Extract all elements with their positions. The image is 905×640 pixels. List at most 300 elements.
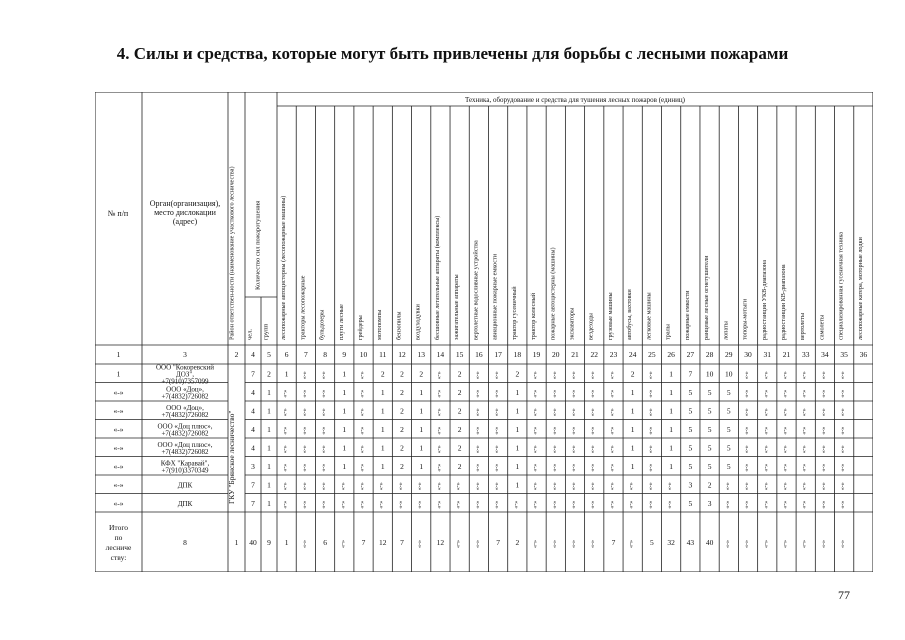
total-value: 7	[400, 538, 404, 547]
row-value: 1	[669, 406, 674, 416]
row-value: «-»	[340, 482, 347, 491]
row-value: «-»	[667, 482, 674, 491]
row-value: «-»	[590, 500, 597, 509]
row-value: «-»	[724, 482, 731, 491]
header-people: чел.	[246, 328, 254, 340]
row-value: «-»	[590, 445, 597, 454]
row-value: 1	[630, 406, 635, 416]
row-value: «-»	[571, 463, 577, 472]
row-value: «-»	[571, 500, 577, 509]
row-value: 5	[726, 424, 731, 434]
row-value: «-»	[532, 371, 539, 380]
row-value: «-»	[359, 482, 366, 491]
row-value: «-»	[494, 463, 501, 472]
row-org: +7(910)3370349	[161, 466, 209, 475]
row-value: «-»	[551, 463, 558, 472]
row-value: 5	[726, 443, 731, 453]
column-number: 33	[801, 350, 810, 359]
row-value: 5	[707, 443, 712, 453]
row-value: 7	[251, 369, 255, 379]
row-value: «-»	[782, 500, 789, 509]
row-value: «-»	[840, 445, 847, 454]
row-value: «-»	[551, 408, 558, 417]
total-value: 43	[686, 538, 695, 547]
row-value: «-»	[417, 482, 424, 491]
row-value: 5	[707, 387, 712, 397]
row-value: 1	[669, 443, 674, 453]
row-value: 7	[251, 480, 255, 490]
row-value: «-»	[840, 463, 847, 472]
row-value: «-»	[609, 371, 616, 380]
row-value: «-»	[590, 371, 597, 380]
column-number: 24	[628, 350, 637, 359]
row-value: 5	[688, 424, 693, 434]
row-value: «-»	[820, 426, 827, 435]
row-value: «-»	[359, 371, 366, 380]
row-value: 4	[251, 424, 255, 434]
header-equipment-col: грейдеры	[357, 315, 365, 340]
row-org: ООО "Кокоревский	[155, 363, 215, 372]
row-value: «-»	[359, 500, 366, 509]
column-number: 21	[571, 350, 579, 359]
row-value: «-»	[571, 408, 577, 417]
row-value: 2	[400, 387, 404, 397]
row-value: 2	[457, 424, 462, 434]
row-value: 3	[251, 461, 255, 471]
row-org: ООО «Доц»,	[166, 403, 204, 412]
row-num: «-»	[113, 424, 124, 434]
header-equipment: Техника, оборудование и средства для тушения лесных пожаров (единиц)	[465, 96, 685, 104]
row-value: «-»	[436, 408, 443, 417]
row-value: «-»	[782, 389, 789, 398]
row-value: «-»	[609, 408, 616, 417]
total-label: ству:	[110, 553, 127, 562]
row-num: 1	[116, 369, 121, 379]
row-value: «-»	[801, 389, 808, 398]
row-value: «-»	[359, 389, 366, 398]
row-num: «-»	[113, 498, 124, 508]
row-value: «-»	[801, 426, 808, 435]
row-value: «-»	[763, 445, 770, 454]
total-value: «-»	[782, 540, 789, 548]
row-value: «-»	[744, 371, 751, 380]
row-value: 5	[726, 461, 731, 471]
row-value: «-»	[744, 445, 751, 454]
column-number: 13	[417, 350, 425, 359]
row-value: 5	[688, 461, 693, 471]
row-value: «-»	[571, 426, 577, 435]
row-value: «-»	[436, 389, 443, 398]
row-value: «-»	[474, 426, 481, 435]
row-value: 1	[515, 406, 520, 416]
row-org: ООО «Доц»,	[166, 385, 204, 394]
row-value: 1	[630, 424, 635, 434]
header-equipment-col: трактор колесный	[530, 292, 538, 340]
row-value: 1	[630, 387, 635, 397]
row-org: ДОЗ",	[176, 370, 194, 379]
header-org-line: (адрес)	[172, 217, 198, 226]
header-org-line: Орган(организация),	[149, 199, 221, 208]
row-value: 2	[400, 369, 404, 379]
row-org: +7(4832)726082	[161, 410, 209, 419]
row-value: 1	[342, 406, 347, 416]
row-value: «-»	[590, 426, 597, 435]
row-value: «-»	[397, 500, 404, 509]
row-value: «-»	[321, 389, 328, 398]
total-value: 1	[284, 538, 289, 547]
row-value: «-»	[282, 445, 289, 454]
column-number: 18	[513, 350, 522, 359]
row-value: «-»	[571, 482, 577, 491]
row-value: «-»	[628, 500, 635, 509]
row-value: 2	[630, 369, 635, 379]
row-value: 1	[515, 443, 520, 453]
row-value: «-»	[782, 445, 789, 454]
row-value: 1	[515, 424, 520, 434]
row-value: «-»	[801, 371, 808, 380]
row-value: 1	[380, 424, 385, 434]
row-value: «-»	[609, 426, 616, 435]
row-value: «-»	[820, 500, 827, 509]
header-equipment-col: зажигательные аппараты	[453, 274, 461, 340]
row-value: «-»	[840, 389, 847, 398]
column-number: 27	[686, 350, 695, 359]
row-value: 1	[630, 461, 635, 471]
row-value: «-»	[282, 463, 289, 472]
header-equipment-col: авиационные пожарные емкости	[491, 253, 499, 340]
row-value: «-»	[763, 500, 770, 509]
column-number: 15	[455, 350, 464, 359]
row-value: 1	[267, 443, 271, 453]
row-value: 1	[284, 369, 289, 379]
row-value: «-»	[571, 445, 577, 454]
row-value: «-»	[282, 482, 289, 491]
row-value: 7	[251, 498, 255, 508]
row-value: «-»	[532, 408, 539, 417]
row-value: «-»	[801, 482, 808, 491]
column-number: 19	[532, 350, 541, 359]
row-value: 1	[419, 387, 424, 397]
header-equipment-col: автобусы, вахтовки	[626, 289, 634, 340]
header-groups: групп	[262, 323, 270, 340]
row-value: 2	[400, 424, 404, 434]
row-value: «-»	[763, 463, 770, 472]
column-number: 14	[436, 350, 445, 359]
row-value: 5	[688, 498, 693, 508]
header-org-line: место дислокации	[154, 208, 216, 217]
row-value: «-»	[321, 500, 328, 509]
total-value: «-»	[801, 540, 808, 548]
row-value: «-»	[647, 408, 654, 417]
row-value: 5	[688, 406, 693, 416]
header-equipment-col: лопаты	[722, 321, 730, 340]
column-number: 35	[840, 350, 848, 359]
row-value: «-»	[301, 408, 308, 417]
row-value: 2	[457, 443, 462, 453]
row-value: «-»	[801, 408, 808, 417]
row-value: 1	[419, 443, 424, 453]
row-value: «-»	[301, 389, 308, 398]
row-value: «-»	[532, 463, 539, 472]
row-value: «-»	[378, 500, 385, 509]
header-equipment-col: трактор гусеничный	[510, 286, 518, 340]
row-value: «-»	[647, 371, 654, 380]
total-value: 7	[496, 538, 500, 547]
total-value: «-»	[724, 540, 731, 548]
row-value: «-»	[359, 463, 366, 472]
column-number: 36	[859, 350, 868, 359]
row-value: 2	[400, 406, 404, 416]
row-value: 2	[515, 369, 520, 379]
header-equipment-col: пожарные емкости	[683, 290, 691, 340]
row-value: «-»	[494, 482, 501, 491]
row-value: «-»	[282, 426, 289, 435]
column-number: 22	[590, 350, 598, 359]
row-num: «-»	[113, 480, 124, 490]
column-number: 25	[648, 350, 656, 359]
row-value: 2	[400, 443, 404, 453]
row-value: «-»	[551, 426, 558, 435]
column-number: 11	[379, 350, 387, 359]
total-district: 1	[234, 538, 239, 547]
row-org: ООО «Доц плюс»,	[157, 422, 213, 431]
column-number: 7	[303, 350, 308, 359]
row-value: «-»	[590, 389, 597, 398]
row-value: 5	[726, 406, 731, 416]
row-value: 1	[515, 461, 520, 471]
row-value: «-»	[647, 389, 654, 398]
header-equipment-col: бензопилы	[395, 311, 403, 340]
row-value: «-»	[282, 500, 289, 509]
row-value: «-»	[532, 482, 539, 491]
row-value: 1	[342, 387, 347, 397]
row-org: ДПК	[177, 499, 193, 508]
row-value: «-»	[647, 482, 654, 491]
row-value: «-»	[801, 463, 808, 472]
row-value: «-»	[359, 426, 366, 435]
row-value: «-»	[763, 389, 770, 398]
row-value: «-»	[609, 389, 616, 398]
total-value: 12	[378, 538, 387, 547]
header-num: № п/п	[107, 209, 129, 218]
row-value: «-»	[782, 426, 789, 435]
row-value: «-»	[744, 500, 751, 509]
total-value: 6	[323, 538, 327, 547]
total-value: «-»	[551, 540, 558, 548]
header-equipment-col: лесопожарные катера, моторные лодки	[856, 237, 864, 340]
row-value: «-»	[647, 500, 654, 509]
row-value: «-»	[513, 500, 520, 509]
row-value: «-»	[744, 389, 751, 398]
row-value: 3	[707, 498, 712, 508]
header-equipment-col: вертолетные водосливные устройства	[472, 240, 480, 340]
column-number: 10	[359, 350, 368, 359]
row-value: «-»	[840, 408, 847, 417]
table-border	[95, 92, 873, 572]
total-label: Итого	[109, 523, 128, 532]
row-value: «-»	[744, 408, 751, 417]
row-value: 1	[267, 424, 271, 434]
row-org: +7(4832)726082	[161, 447, 209, 456]
row-value: «-»	[801, 445, 808, 454]
row-value: «-»	[590, 463, 597, 472]
row-value: «-»	[551, 389, 558, 398]
row-value: «-»	[782, 463, 789, 472]
row-value: «-»	[474, 482, 481, 491]
row-value: «-»	[397, 482, 404, 491]
row-value: «-»	[321, 445, 328, 454]
row-org: КФХ "Каравай",	[160, 459, 210, 468]
row-value: «-»	[628, 482, 635, 491]
row-value: «-»	[647, 426, 654, 435]
row-org: +7(910)7357099	[161, 377, 209, 386]
total-value: 12	[436, 538, 445, 547]
header-equipment-col: тралы	[664, 324, 672, 340]
row-org: +7(4832)726082	[161, 429, 209, 438]
row-value: 2	[457, 406, 462, 416]
header-equipment-col: бесшовные летательные аппараты (комплексы)	[433, 215, 441, 340]
row-value: 1	[419, 461, 424, 471]
row-value: 5	[688, 387, 693, 397]
row-value: «-»	[301, 482, 308, 491]
row-value: «-»	[494, 426, 501, 435]
total-value: 7	[611, 538, 616, 547]
row-value: «-»	[820, 408, 827, 417]
row-value: «-»	[474, 463, 481, 472]
row-value: 1	[515, 480, 520, 490]
row-org: ДПК	[177, 481, 193, 490]
row-value: «-»	[590, 482, 597, 491]
row-value: «-»	[436, 445, 443, 454]
total-value: «-»	[590, 540, 597, 548]
row-value: 2	[380, 369, 385, 379]
row-value: «-»	[551, 445, 558, 454]
column-number: 29	[725, 350, 733, 359]
row-value: 1	[267, 387, 271, 397]
row-value: «-»	[571, 371, 577, 380]
row-value: «-»	[359, 445, 366, 454]
header-equipment-col: мотопомпы	[376, 309, 384, 340]
row-value: «-»	[840, 500, 847, 509]
header-equipment-col: бульдозеры	[318, 309, 326, 340]
row-value: «-»	[647, 463, 654, 472]
row-value: «-»	[340, 500, 347, 509]
row-value: «-»	[820, 463, 827, 472]
row-value: «-»	[532, 426, 539, 435]
row-value: 1	[669, 461, 674, 471]
forces-table	[95, 92, 873, 572]
row-value: «-»	[321, 371, 328, 380]
row-value: «-»	[763, 371, 770, 380]
header-equipment-col: лесопожарные автоцистерны (лесопожарные машины)	[280, 195, 288, 340]
row-value: «-»	[436, 482, 443, 491]
header-equipment-col: экскаваторы	[568, 307, 576, 340]
row-value: «-»	[301, 500, 308, 509]
row-value: 1	[380, 443, 385, 453]
row-value: «-»	[436, 426, 443, 435]
row-value: 1	[669, 424, 674, 434]
row-value: «-»	[609, 445, 616, 454]
row-value: 1	[630, 443, 635, 453]
header-equipment-col: ранцевые лесные огнетушители	[703, 255, 711, 340]
row-value: 1	[669, 369, 674, 379]
row-value: 1	[267, 498, 271, 508]
header-district: Район ответствен-ности (наименование участкового лесничества)	[228, 166, 236, 340]
row-value: «-»	[724, 500, 731, 509]
row-value: 2	[707, 480, 712, 490]
row-value: «-»	[609, 463, 616, 472]
row-value: «-»	[301, 445, 308, 454]
row-value: «-»	[282, 389, 289, 398]
total-value: «-»	[840, 540, 847, 548]
total-value: «-»	[340, 540, 347, 548]
total-value: «-»	[301, 540, 308, 548]
total-value: «-»	[474, 540, 481, 548]
row-value: «-»	[551, 500, 558, 509]
row-value: «-»	[609, 482, 616, 491]
row-value: 1	[267, 480, 271, 490]
total-value: 2	[515, 538, 520, 547]
column-number: 20	[552, 350, 560, 359]
row-value: «-»	[840, 426, 847, 435]
header-equipment-col: легковые машины	[645, 292, 653, 340]
header-equipment-col: вертолеты	[799, 313, 807, 340]
row-value: 1	[419, 424, 424, 434]
row-value: 1	[419, 406, 424, 416]
row-value: «-»	[494, 389, 501, 398]
header-equipment-col: самолеты	[818, 314, 826, 340]
row-value: «-»	[763, 482, 770, 491]
total-value: «-»	[820, 540, 827, 548]
row-value: 10	[705, 369, 714, 379]
row-value: 5	[688, 443, 693, 453]
row-value: 1	[669, 387, 674, 397]
row-value: 4	[251, 387, 255, 397]
row-value: «-»	[474, 408, 481, 417]
row-value: «-»	[321, 463, 328, 472]
row-value: 5	[707, 461, 712, 471]
total-label: по	[114, 533, 123, 542]
column-number: 26	[667, 350, 675, 359]
row-org: ООО «Доц плюс»,	[157, 440, 213, 449]
row-value: «-»	[474, 389, 481, 398]
row-value: «-»	[494, 408, 501, 417]
total-label: лесниче	[105, 543, 132, 552]
row-value: «-»	[417, 500, 424, 509]
row-value: «-»	[840, 371, 847, 380]
total-value: 40	[249, 538, 257, 547]
column-number: 2	[234, 350, 239, 359]
row-value: 1	[267, 406, 271, 416]
column-number: 21	[782, 350, 791, 359]
row-value: «-»	[820, 389, 827, 398]
row-value: «-»	[571, 389, 577, 398]
row-value: «-»	[782, 408, 789, 417]
column-number: 16	[475, 350, 483, 359]
row-value: «-»	[494, 445, 501, 454]
row-value: 2	[267, 369, 271, 379]
row-value: «-»	[763, 426, 770, 435]
row-value: «-»	[301, 426, 308, 435]
row-value: 2	[457, 461, 462, 471]
row-value: 2	[419, 369, 424, 379]
column-number: 1	[116, 350, 121, 359]
row-value: 2	[457, 387, 462, 397]
header-personnel: Количество сил пожаротушения	[254, 200, 262, 290]
column-number: 5	[267, 350, 271, 359]
row-value: «-»	[474, 371, 481, 380]
row-value: 4	[251, 406, 255, 416]
